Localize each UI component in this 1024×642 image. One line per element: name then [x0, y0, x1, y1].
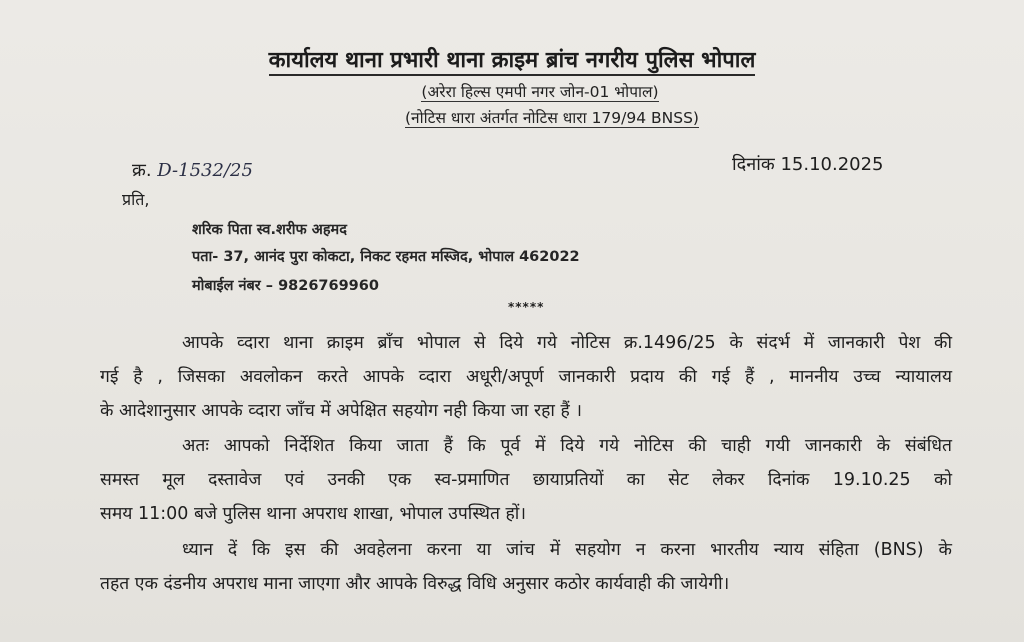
paragraph-line: अतः आपको निर्देशित किया जाता हैं कि पूर्व में दिये गये नोटिस की चाही गयी जानकारी के संबंधित: [182, 436, 952, 456]
recipient-name: शरिक पिता स्व.शरीफ अहमद: [192, 222, 347, 238]
reference-number: [132, 158, 253, 182]
paragraph-line: समस्त मूल दस्तावेज एवं उनकी एक स्व-प्रमाणित छायाप्रतियों का सेट लेकर दिनांक 19.10.25 को: [100, 470, 952, 490]
reference-prefix: क्र.: [132, 160, 152, 181]
paragraph-2: [100, 429, 952, 531]
reference-suffix: /25: [223, 160, 253, 181]
separator-stars: *****: [508, 300, 545, 314]
paragraph-line: के आदेशानुसार आपके व्दारा जाँच में अपेक्षित सहयोग नही किया जा रहा हैं ।: [100, 401, 582, 421]
notice-date: [732, 152, 884, 176]
date-value: 15.10.2025: [780, 154, 884, 175]
paragraph-line: आपके व्दारा थाना क्राइम ब्रॉंच भोपाल से दिये गये नोटिस क्र.1496/25 के संदर्भ में जानकारी पेश की: [182, 333, 952, 353]
office-subtitle: (अरेरा हिल्स एमपी नगर जोन-01 भोपाल): [421, 83, 659, 101]
paragraph-line: ध्यान दें कि इस की अवहेलना करना या जांच में सहयोग न करना भारतीय न्याय संहिता (BNS) के: [182, 540, 952, 560]
paragraph-line: गई है , जिसका अवलोकन करते आपके व्दारा अधूरी/अपूर्ण जानकारी प्रदाय की गई हैं , माननीय उच्च न्यायालय: [100, 367, 952, 387]
reference-handwritten-number: D-1532: [157, 160, 224, 181]
recipient-mobile: मोबाईल नंबर – 9826769960: [192, 278, 379, 294]
paragraph-1: [100, 326, 952, 428]
to-label: प्रति,: [122, 190, 150, 209]
recipient-address: पता- 37, आनंद पुरा कोकटा, निकट रहमत मस्जिद, भोपाल 462022: [192, 249, 580, 265]
paragraph-line: समय 11:00 बजे पुलिस थाना अपराध शाखा, भोपाल उपस्थित हों।: [100, 504, 526, 524]
date-label: दिनांक: [732, 154, 775, 175]
paragraph-3: [100, 533, 952, 601]
office-title: कार्यालय थाना प्रभारी थाना क्राइम ब्रांच नगरीय पुलिस भोपाल: [0, 44, 1024, 74]
notice-section-heading: (नोटिस धारा अंतर्गत नोटिस धारा 179/94 BNSS): [405, 109, 699, 127]
paragraph-line: तहत एक दंडनीय अपराध माना जाएगा और आपके विरुद्ध विधि अनुसार कठोर कार्यवाही की जायेगी।: [100, 574, 730, 594]
